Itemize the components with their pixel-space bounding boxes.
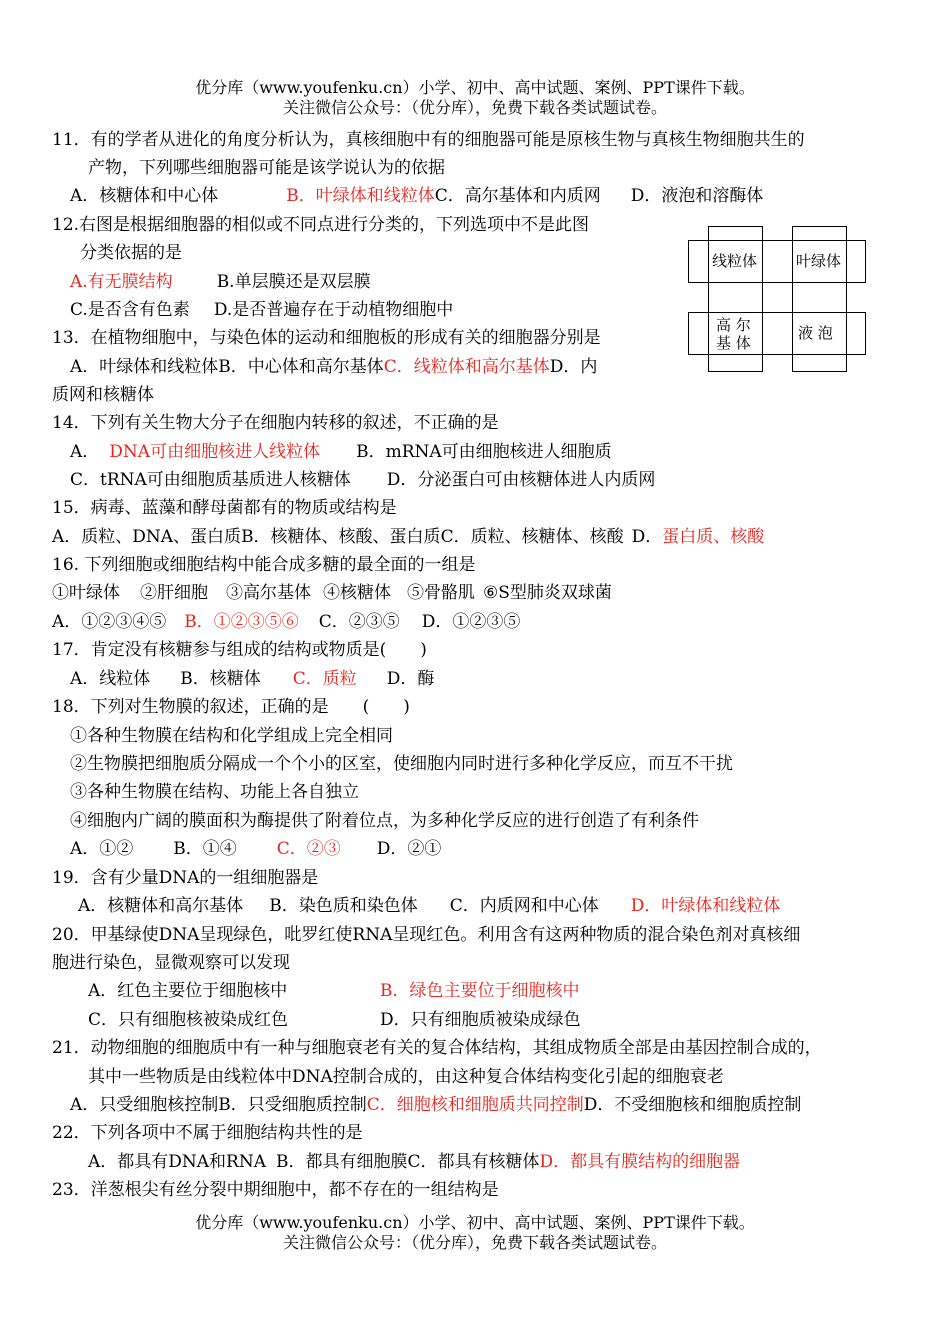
q20-option-b-answer: B．绿色主要位于细胞核中 [380, 981, 580, 1001]
q13-option-d-part-1: D．内 [549, 357, 598, 377]
q12-option-b: B.单层膜还是双层膜 [216, 272, 371, 292]
q14-option-a-answer: DNA可由细胞核进人线粒体 [109, 442, 321, 462]
q16-stem: 16. 下列细胞或细胞结构中能合成多糖的最全面的一组是 [52, 555, 476, 575]
diagram-label-golgi-1: 高 尔 [716, 316, 751, 334]
q14-option-a-letter: A． [70, 442, 100, 462]
q15-option-d-answer: 蛋白质、核酸 [662, 527, 765, 547]
q22-option-a: A．都具有DNA和RNA [88, 1152, 267, 1172]
q11-option-b-answer: B．叶绿体和线粒体 [286, 186, 435, 206]
q12-option-d: D.是否普遍存在于动植物细胞中 [213, 300, 454, 320]
q15-option-a: A．质粒、DNA、蛋白质 [52, 527, 242, 547]
q21-option-d: D．不受细胞核和细胞质控制 [583, 1095, 802, 1115]
diagram-right-column-box [793, 227, 847, 372]
q16-option-b-answer: B．①②③⑤⑥ [184, 612, 299, 632]
q14-option-c: C．tRNA可由细胞质基质进人核糖体 [70, 470, 351, 490]
q18-option-d: D．②① [376, 839, 442, 859]
q15-option-b: B．核糖体、核酸、蛋白质 [241, 527, 441, 547]
q21-option-c-answer: C．细胞核和细胞质共同控制 [366, 1095, 584, 1115]
q17-options [70, 667, 434, 691]
q13-option-c-answer: C．线粒体和高尔基体 [383, 357, 550, 377]
q18-options [70, 837, 441, 861]
q22-stem: 22．下列各项中不属于细胞结构共性的是 [52, 1123, 363, 1143]
q12-stem-2: 分类依据的是 [80, 243, 182, 263]
q22-option-b: B．都具有细胞膜 [276, 1152, 408, 1172]
q11-stem-1: 11．有的学者从进化的角度分析认为，真核细胞中有的细胞器可能是原核生物与真核生物细胞共生的 [52, 130, 805, 150]
q11-stem-2: 产物，下列哪些细胞器可能是该学说认为的依据 [88, 158, 445, 178]
q16-option-a: A．①②③④⑤ [52, 612, 167, 632]
q18-statement-2: ②生物膜把细胞质分隔成一个个小的区室，使细胞内同时进行多种化学反应，而互不干扰 [70, 754, 733, 774]
q16-option-c: C．②③⑤ [318, 612, 400, 632]
q20-option-d: D．只有细胞质被染成绿色 [380, 1010, 581, 1030]
q17-stem: 17．肯定没有核糖参与组成的结构或物质是( ) [52, 640, 427, 660]
q16-item-2: ②肝细胞 [140, 583, 208, 603]
q11-option-a: A．核糖体和中心体 [70, 186, 219, 206]
q13-option-b: B．中心体和高尔基体 [218, 357, 384, 377]
q16-item-3: ③高尔基体 [226, 583, 311, 603]
q22-option-d-answer: D．都具有膜结构的细胞器 [539, 1152, 741, 1172]
footer-line-2: 关注微信公众号：（优分库），免费下载各类试题试卷。 [282, 1233, 667, 1252]
q17-option-a: A．线粒体 [70, 669, 151, 689]
q21-options [70, 1093, 801, 1117]
q21-option-a: A．只受细胞核控制 [70, 1095, 219, 1115]
q18-statement-4: ④细胞内广阔的膜面积为酶提供了附着位点，为多种化学反应的进行创造了有利条件 [70, 811, 699, 831]
q15-option-c: C．质粒、核糖体、核酸 [440, 527, 624, 547]
q19-options [78, 894, 780, 918]
q19-option-d-answer: D．叶绿体和线粒体 [630, 896, 781, 916]
q14-stem: 14．下列有关生物大分子在细胞内转移的叙述，不正确的是 [52, 413, 499, 433]
q16-item-5: ⑤骨骼肌 [407, 583, 475, 603]
q18-option-b: B．①④ [173, 839, 237, 859]
q16-item-4: ④核糖体 [323, 583, 391, 603]
q13-option-d-part-2: 质网和核糖体 [52, 385, 154, 405]
q17-option-c-answer: C．质粒 [292, 669, 357, 689]
q14-options-ab [70, 440, 612, 464]
q15-stem: 15．病毒、蓝藻和酵母菌都有的物质或结构是 [52, 498, 397, 518]
q18-option-a: A．①② [70, 839, 134, 859]
header-line-1: 优分库（www.youfenku.cn）小学、初中、高中试题、案例、PPT课件下载。 [195, 78, 755, 97]
footer-line-1: 优分库（www.youfenku.cn）小学、初中、高中试题、案例、PPT课件下载。 [195, 1213, 755, 1232]
q13-options [70, 355, 597, 379]
diagram-label-vacuole: 液 泡 [798, 324, 833, 342]
q12-options-ab [70, 270, 371, 294]
q16-item-6: ⑥S型肺炎双球菌 [483, 583, 612, 603]
q14-option-b: B．mRNA可由细胞核进人细胞质 [356, 442, 612, 462]
q16-items [52, 581, 612, 605]
q20-option-a: A．红色主要位于细胞核中 [88, 981, 288, 1001]
q16-item-1: ①叶绿体 [52, 583, 120, 603]
q20-stem-1: 20．甲基绿使DNA呈现绿色，吡罗红使RNA呈现红色。利用含有这两种物质的混合染色剂对真核细 [52, 925, 801, 945]
q18-stem: 18．下列对生物膜的叙述，正确的是 ( ) [52, 697, 410, 717]
q19-option-b: B．染色质和染色体 [269, 896, 418, 916]
diagram-label-chloroplast: 叶绿体 [796, 252, 842, 270]
q12-stem-1: 12.右图是根据细胞器的相似或不同点进行分类的，下列选项中不是此图 [52, 215, 590, 235]
q12-options-cd [70, 298, 453, 322]
q12-option-c: C.是否含有色素 [70, 300, 190, 320]
q17-option-b: B．核糖体 [180, 669, 261, 689]
organelle-classification-diagram [688, 226, 866, 372]
q12-option-a-answer: A.有无膜结构 [70, 272, 173, 292]
q18-statement-3: ③各种生物膜在结构、功能上各自独立 [70, 782, 359, 802]
q11-option-c: C．高尔基体和内质网 [434, 186, 601, 206]
q16-option-d: D．①②③⑤ [421, 612, 521, 632]
q19-option-a: A．核糖体和高尔基体 [78, 896, 244, 916]
q19-option-c: C．内质网和中心体 [449, 896, 599, 916]
diagram-label-golgi-2: 基 体 [716, 334, 751, 352]
q21-stem-1: 21．动物细胞的细胞质中有一种与细胞衰老有关的复合体结构，其组成物质全部是由基因控制合成的， [52, 1038, 822, 1058]
q22-option-c: C．都具有核糖体 [407, 1152, 540, 1172]
q23-stem: 23．洋葱根尖有丝分裂中期细胞中，都不存在的一组结构是 [52, 1180, 499, 1200]
q13-option-a: A．叶绿体和线粒体 [70, 357, 219, 377]
q22-options [88, 1150, 740, 1174]
diagram-label-mitochondria: 线粒体 [712, 252, 758, 270]
q11-option-d: D．液泡和溶酶体 [630, 186, 764, 206]
q21-stem-2: 其中一些物质是由线粒体中DNA控制合成的，由这种复合体结构变化引起的细胞衰老 [88, 1067, 724, 1087]
q18-option-c-answer: C．②③ [276, 839, 341, 859]
q18-statement-1: ①各种生物膜在结构和化学组成上完全相同 [70, 726, 393, 746]
q21-option-b: B．只受细胞质控制 [218, 1095, 367, 1115]
diagram-lines [688, 226, 866, 372]
q17-option-d: D．酶 [386, 669, 435, 689]
header-line-2: 关注微信公众号：（优分库），免费下载各类试题试卷。 [282, 98, 667, 117]
q13-stem: 13．在植物细胞中，与染色体的运动和细胞板的形成有关的细胞器分别是 [52, 328, 601, 348]
q15-option-d-letter: D． [631, 527, 663, 547]
q14-option-d: D．分泌蛋白可由核糖体进人内质网 [386, 470, 656, 490]
q16-options [52, 610, 520, 634]
q20-option-c: C．只有细胞核被染成红色 [88, 1010, 289, 1030]
q15-options [52, 525, 764, 549]
q20-stem-2: 胞进行染色，显微观察可以发现 [52, 953, 290, 973]
q19-stem: 19．含有少量DNA的一组细胞器是 [52, 868, 319, 888]
q11-options [70, 184, 763, 208]
q14-options-cd [70, 468, 655, 492]
